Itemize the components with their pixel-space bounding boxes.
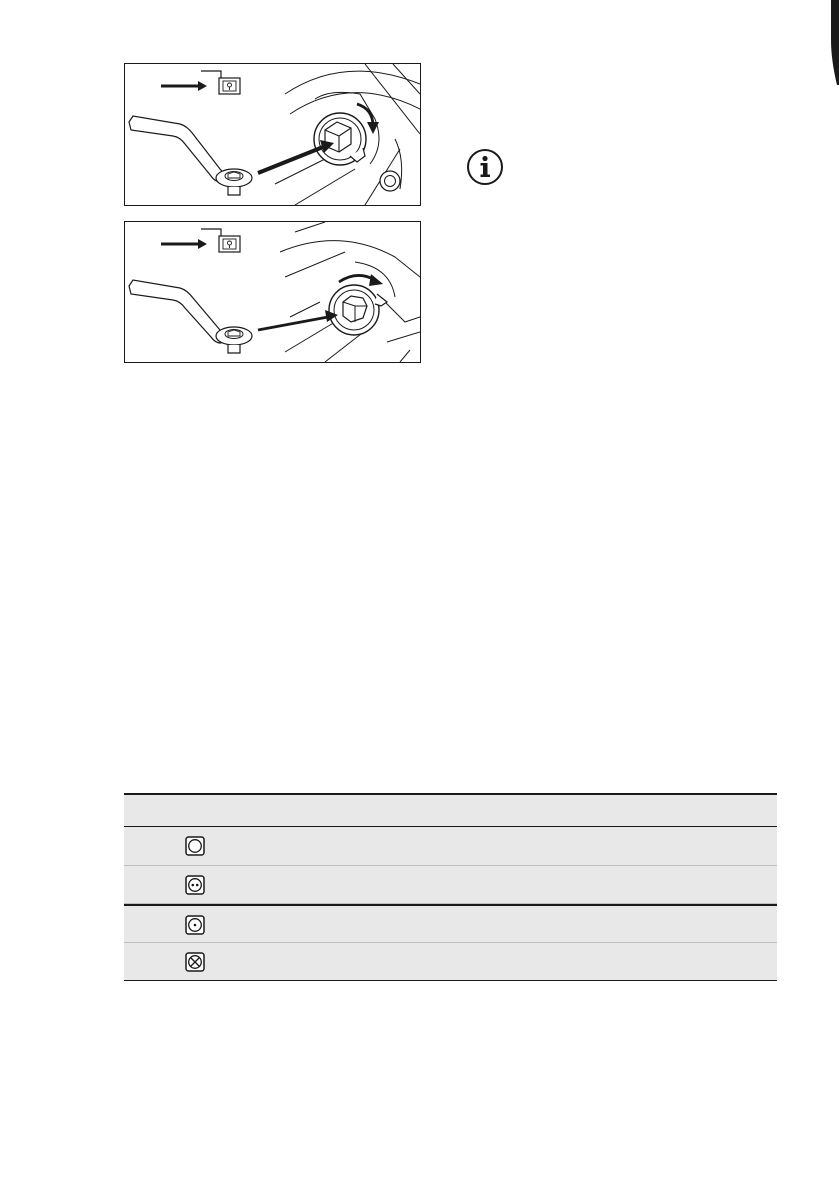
table-row [124,943,777,982]
page-edge-marker [825,0,839,85]
figure-unlock-step-2 [124,221,421,363]
square-circle-dot-symbol-icon [185,915,205,935]
symbols-table [124,793,777,981]
figure-unlock-step-1 [124,63,421,206]
square-circle-cross-symbol-icon [185,952,205,972]
table-row [124,904,777,943]
table-row [124,866,777,905]
table-row [124,827,777,866]
square-circle-two-dots-symbol-icon [185,875,205,895]
square-circle-symbol-icon [185,836,205,856]
info-icon [466,148,504,186]
table-header-row [124,793,777,827]
